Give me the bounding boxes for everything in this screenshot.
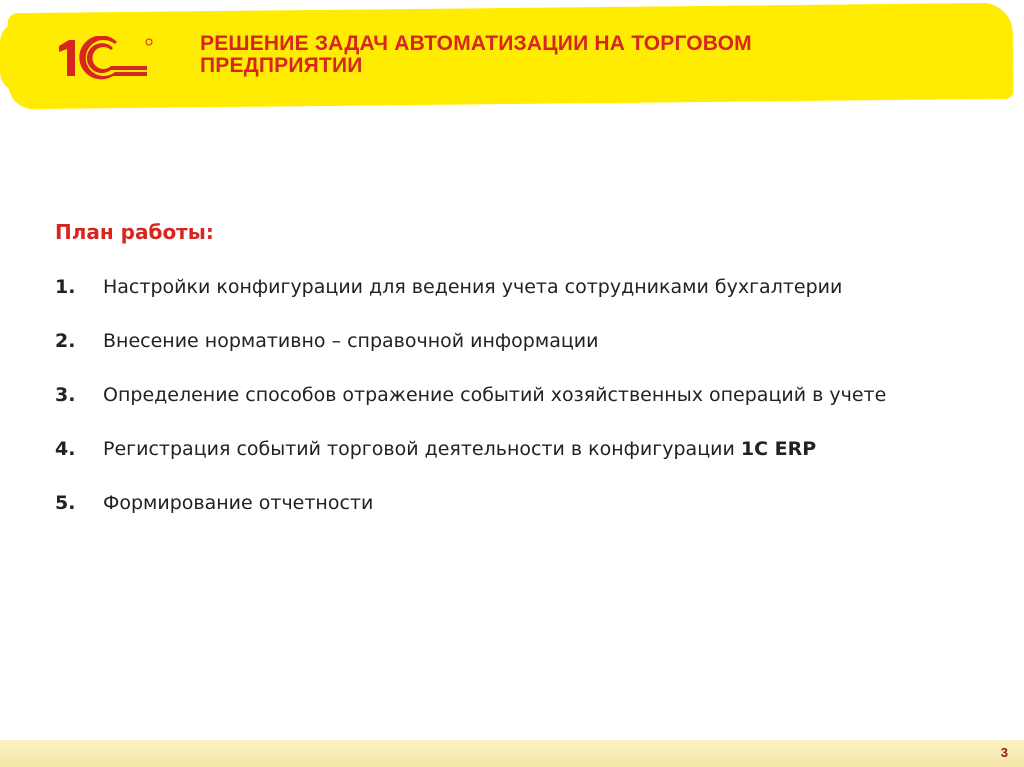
- item-text: Формирование отчетности: [103, 492, 374, 514]
- item-text-main: Регистрация событий торговой деятельности в конфигурации: [103, 438, 741, 460]
- item-text: Внесение нормативно – справочной информации: [103, 330, 599, 352]
- slide-title: [200, 33, 752, 77]
- 1c-logo: [55, 36, 155, 80]
- title-line-2: ПРЕДПРИЯТИИ: [200, 54, 363, 77]
- list-item: [55, 378, 995, 412]
- item-number: 4.: [55, 438, 76, 460]
- footer-bar: [0, 740, 1024, 767]
- title-line-1: РЕШЕНИЕ ЗАДАЧ АВТОМАТИЗАЦИИ НА ТОРГОВОМ: [200, 32, 752, 55]
- header-banner-edge: [0, 22, 40, 92]
- item-text: Определение способов отражение событий хозяйственных операций в учете: [103, 384, 887, 406]
- plan-heading: План работы:: [55, 220, 214, 244]
- item-number: 1.: [55, 276, 76, 298]
- item-number: 5.: [55, 492, 76, 514]
- list-item: [55, 432, 995, 466]
- item-number: 2.: [55, 330, 76, 352]
- item-text: [103, 432, 816, 466]
- item-text: Настройки конфигурации для ведения учета сотрудниками бухгалтерии: [103, 276, 843, 298]
- item-number: 3.: [55, 384, 76, 406]
- item-text-bold: 1С ERP: [740, 438, 817, 460]
- plan-list: [55, 270, 995, 540]
- list-item: [55, 486, 995, 520]
- list-item: [55, 270, 995, 304]
- list-item: [55, 324, 995, 358]
- page-number: 3: [1000, 745, 1008, 760]
